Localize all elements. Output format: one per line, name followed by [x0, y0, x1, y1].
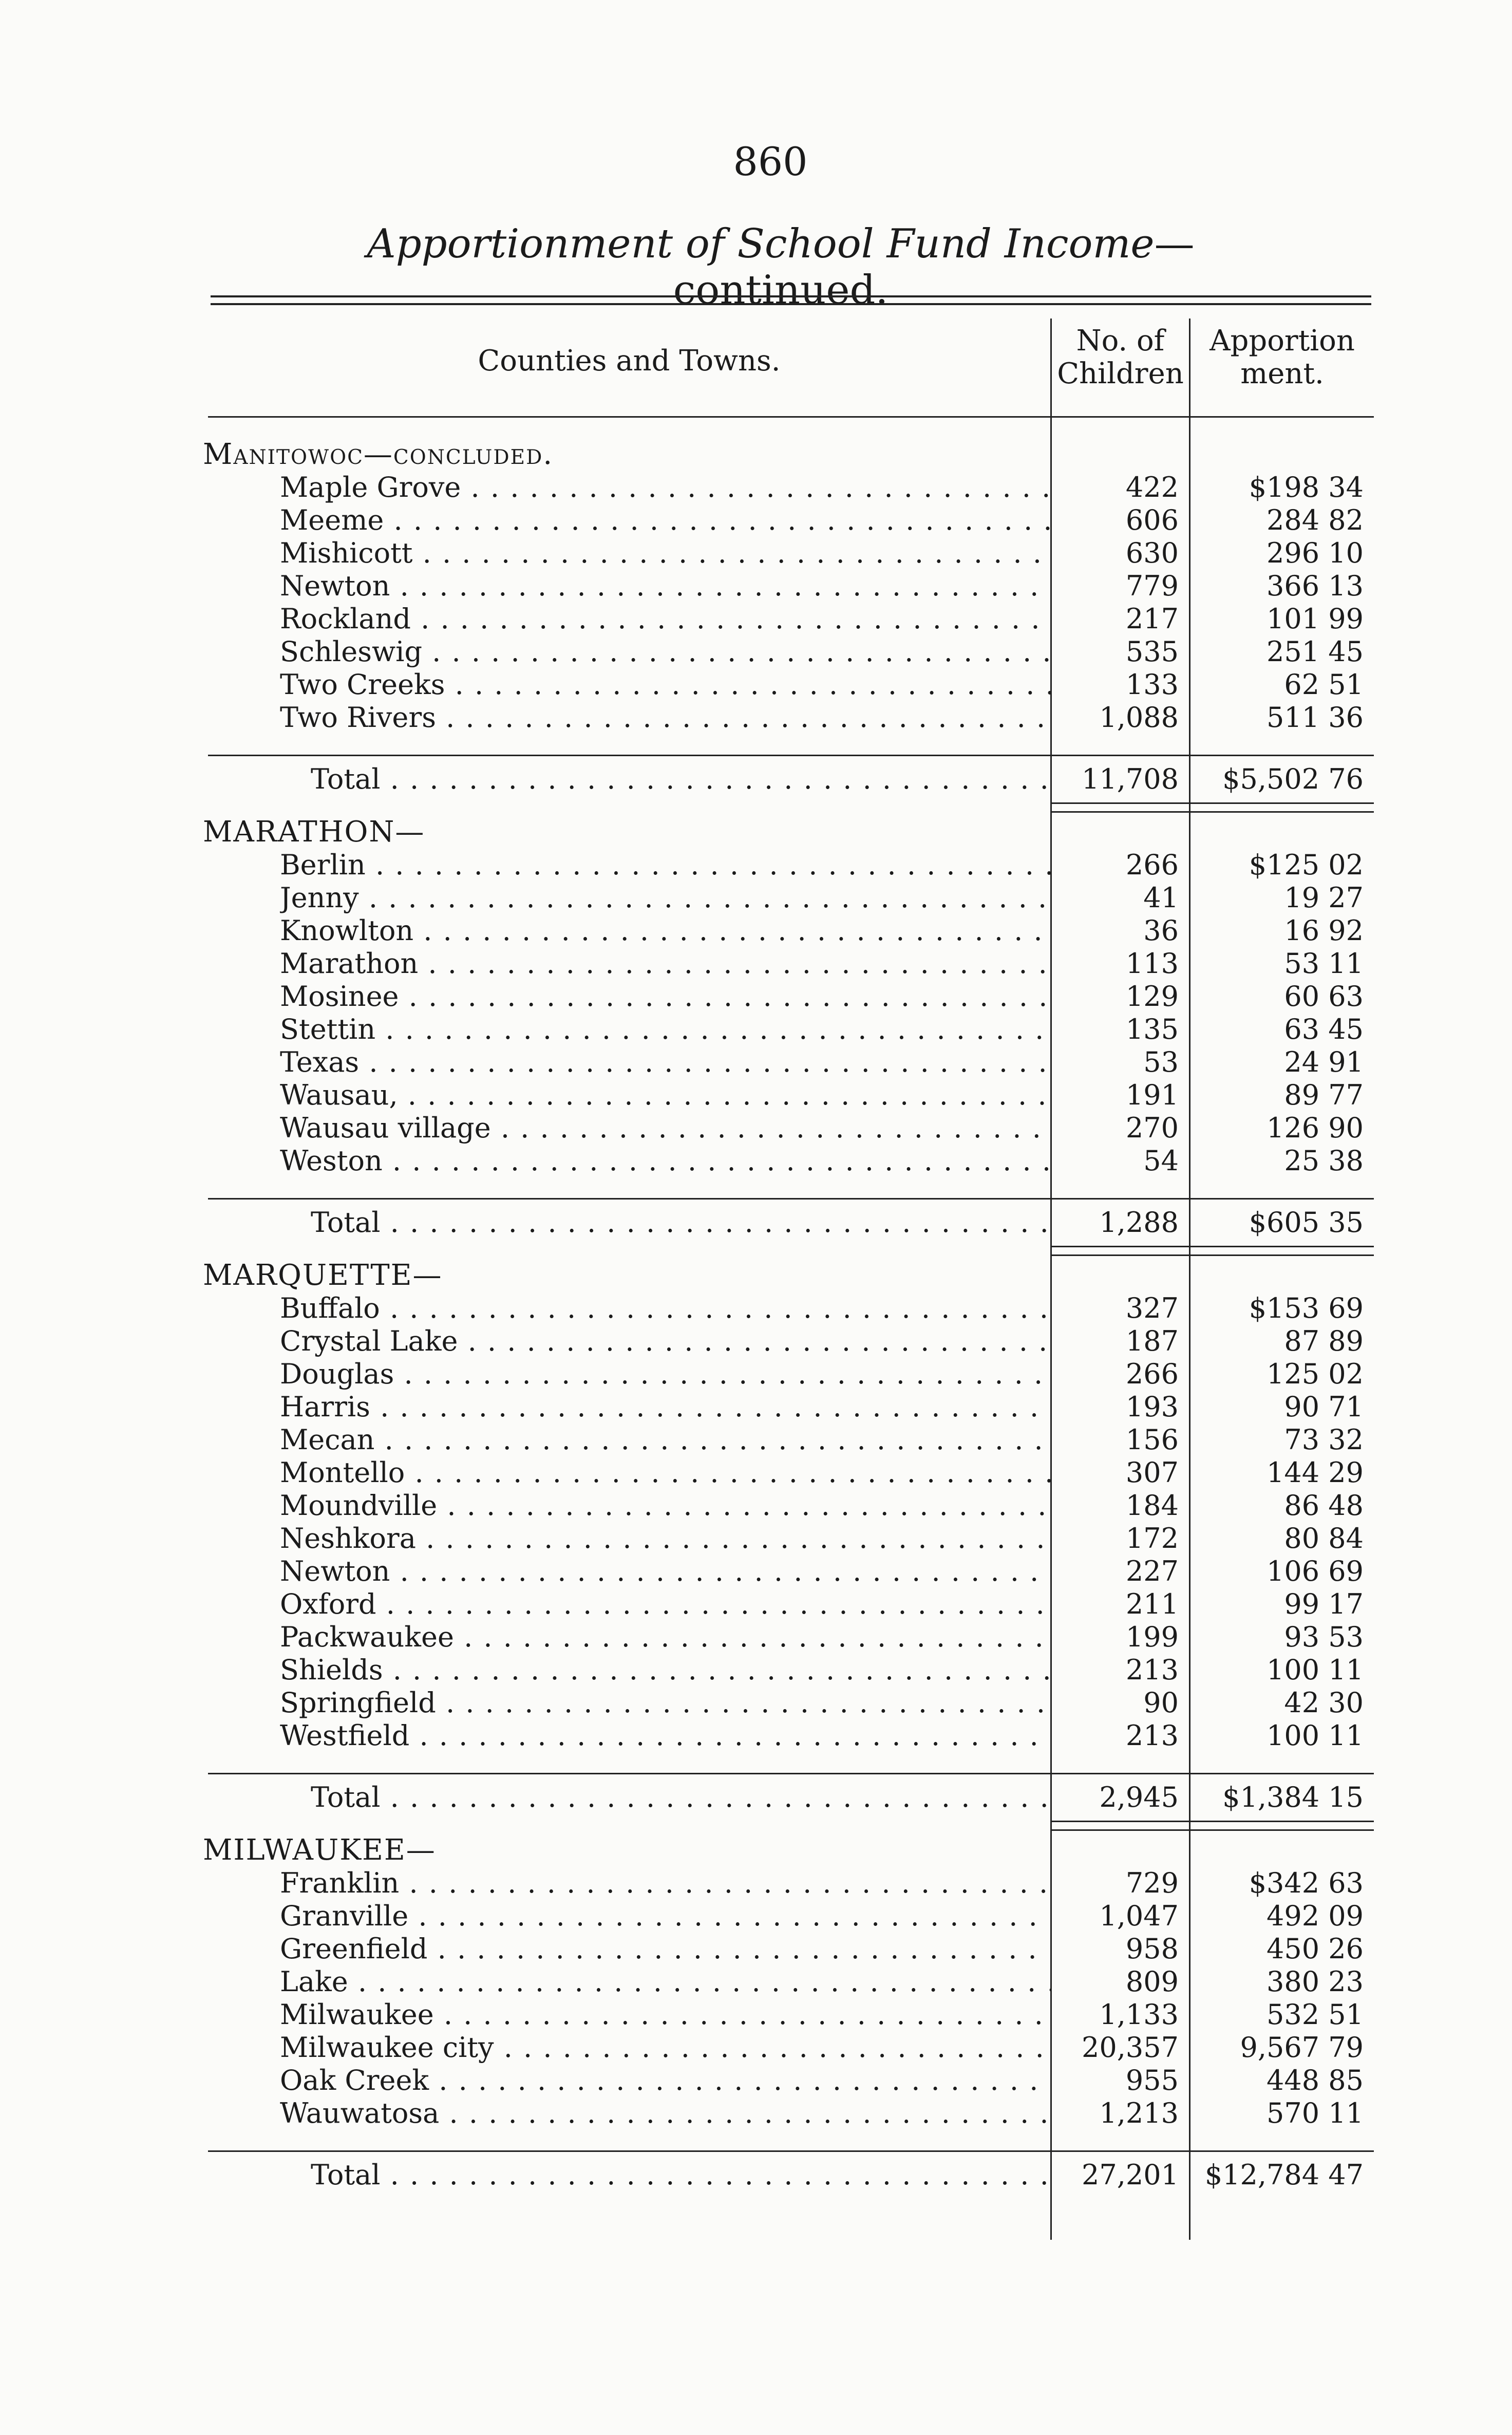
apportionment-value: 86 48 — [1284, 1489, 1364, 1522]
town-name: Buffalo . . . — [280, 1292, 1050, 1325]
table-row — [208, 1112, 1374, 1145]
section-heading: MILWAUKEE— — [203, 1833, 436, 1867]
children-count: 606 — [1125, 504, 1179, 536]
children-count: 113 — [1125, 947, 1179, 980]
total-label: Total . . . — [311, 756, 1050, 802]
table-row — [208, 1687, 1374, 1719]
apportionment-value: 42 30 — [1284, 1687, 1364, 1719]
title-italic: Apportionment of School Fund Income — [367, 221, 1155, 267]
total-apportionment: $12,784 47 — [1204, 2159, 1364, 2191]
apportionment-value: 24 91 — [1284, 1046, 1364, 1078]
apportionment-value: 60 63 — [1284, 980, 1364, 1013]
children-count: 729 — [1125, 1867, 1179, 1899]
apportionment-value: 16 92 — [1284, 914, 1364, 947]
total-label: Total . . . — [311, 1200, 1050, 1246]
children-count: 1,133 — [1099, 1998, 1179, 2031]
children-count: 1,088 — [1099, 701, 1179, 734]
apportionment-value: 73 32 — [1284, 1423, 1364, 1456]
town-name: Meeme . . . — [280, 504, 1050, 537]
town-name: Franklin . . . — [280, 1867, 1050, 1900]
table-row — [208, 914, 1374, 947]
total-children: 11,708 — [1082, 763, 1179, 795]
column-divider-2 — [1189, 319, 1190, 2240]
column-divider-1 — [1050, 319, 1052, 2240]
town-name: Springfield . . . — [280, 1687, 1050, 1719]
table-row — [208, 537, 1374, 570]
town-name: Montello . . . — [280, 1456, 1050, 1489]
apportionment-value: 570 11 — [1267, 2097, 1364, 2129]
apportionment-value: 62 51 — [1284, 668, 1364, 701]
table-row — [208, 1423, 1374, 1456]
children-count: 191 — [1125, 1079, 1179, 1111]
table-header — [208, 319, 1374, 418]
children-count: 630 — [1125, 537, 1179, 569]
table-row — [208, 2064, 1374, 2097]
town-name: Marathon . . . — [280, 947, 1050, 980]
apportionment-value: $125 02 — [1249, 849, 1364, 881]
table-row — [208, 1358, 1374, 1391]
town-name: Jenny . . . — [280, 882, 1050, 914]
apportionment-value: 93 53 — [1284, 1621, 1364, 1653]
town-name: Maple Grove . . . — [280, 471, 1050, 504]
town-name: Packwaukee . . . — [280, 1621, 1050, 1654]
section-marathon — [203, 815, 1374, 1256]
table-row — [208, 1522, 1374, 1555]
total-row — [208, 1198, 1374, 1246]
town-name: Granville . . . — [280, 1900, 1050, 1933]
children-count: 135 — [1125, 1013, 1179, 1045]
apportionment-value: 296 10 — [1267, 537, 1364, 569]
children-count: 217 — [1125, 603, 1179, 635]
children-count: 211 — [1125, 1588, 1179, 1620]
apportionment-value: 100 11 — [1267, 1654, 1364, 1686]
table-row — [208, 1900, 1374, 1933]
town-name: Newton . . . — [280, 1555, 1050, 1588]
table-row — [208, 849, 1374, 882]
apportionment-value: $342 63 — [1249, 1867, 1364, 1899]
town-name: Oxford . . . — [280, 1588, 1050, 1621]
table-row — [208, 1292, 1374, 1325]
table-row — [208, 1046, 1374, 1079]
double-rule — [1050, 1246, 1374, 1256]
children-count: 133 — [1125, 668, 1179, 701]
table-row — [208, 1654, 1374, 1687]
total-row — [208, 2150, 1374, 2198]
total-apportionment: $1,384 15 — [1222, 1781, 1364, 1813]
table-row — [208, 947, 1374, 980]
town-name: Rockland . . . — [280, 603, 1050, 635]
town-name: Greenfield . . . — [280, 1933, 1050, 1965]
total-row — [208, 1773, 1374, 1821]
children-count: 958 — [1125, 1933, 1179, 1965]
town-name: Mishicott . . . — [280, 537, 1050, 570]
apportionment-value: 89 77 — [1284, 1079, 1364, 1111]
apportionment-value: 87 89 — [1284, 1325, 1364, 1357]
table-row — [208, 1867, 1374, 1900]
header-children-line1: No. of — [1076, 324, 1165, 358]
total-label: Total . . . — [311, 1774, 1050, 1821]
apportionment-value: 101 99 — [1267, 603, 1364, 635]
apportionment-value: 284 82 — [1267, 504, 1364, 536]
table-row — [208, 1013, 1374, 1046]
town-name: Crystal Lake . . . — [280, 1325, 1050, 1358]
children-count: 20,357 — [1082, 2031, 1179, 2064]
apportionment-value: 90 71 — [1284, 1391, 1364, 1423]
children-count: 199 — [1125, 1621, 1179, 1653]
top-rule-2 — [211, 303, 1371, 305]
table-row — [208, 504, 1374, 537]
children-count: 270 — [1125, 1112, 1179, 1144]
table-row — [208, 1145, 1374, 1177]
apportionment-value: 492 09 — [1267, 1900, 1364, 1932]
children-count: 172 — [1125, 1522, 1179, 1554]
double-rule — [1050, 1821, 1374, 1831]
apportionment-value: 448 85 — [1267, 2064, 1364, 2096]
top-rule-1 — [211, 295, 1371, 297]
apportionment-value: 511 36 — [1267, 701, 1364, 734]
apportionment-value: 53 11 — [1284, 947, 1364, 980]
apportionment-value: 80 84 — [1284, 1522, 1364, 1554]
children-count: 193 — [1125, 1391, 1179, 1423]
section-heading: MARQUETTE— — [203, 1259, 443, 1292]
children-count: 327 — [1125, 1292, 1179, 1324]
town-name: Wausau village . . . — [280, 1112, 1050, 1145]
town-name: Mosinee . . . — [280, 980, 1050, 1013]
town-name: Wausau, . . . — [280, 1079, 1050, 1112]
town-name: Stettin . . . — [280, 1013, 1050, 1046]
apportionment-value: 380 23 — [1267, 1965, 1364, 1998]
total-row — [208, 755, 1374, 802]
page-title — [318, 221, 1243, 313]
children-count: 184 — [1125, 1489, 1179, 1522]
children-count: 36 — [1143, 914, 1179, 947]
town-name: Douglas . . . — [280, 1358, 1050, 1391]
children-count: 266 — [1125, 849, 1179, 881]
header-apportionment — [1189, 325, 1374, 416]
table-row — [208, 1965, 1374, 1998]
children-count: 227 — [1125, 1555, 1179, 1587]
town-name: Lake . . . — [280, 1965, 1050, 1998]
apportionment-value: 25 38 — [1284, 1145, 1364, 1177]
table-row — [208, 570, 1374, 603]
town-name: Schleswig . . . — [280, 635, 1050, 668]
apportionment-value: $153 69 — [1249, 1292, 1364, 1324]
town-name: Wauwatosa . . . — [280, 2097, 1050, 2130]
town-name: Moundville . . . — [280, 1489, 1050, 1522]
section-heading: Manitowoc—concluded. — [203, 438, 554, 471]
town-name: Neshkora . . . — [280, 1522, 1050, 1555]
apportionment-value: 251 45 — [1267, 635, 1364, 668]
town-name: Oak Creek . . . — [280, 2064, 1050, 2097]
children-count: 156 — [1125, 1423, 1179, 1456]
children-count: 54 — [1143, 1145, 1179, 1177]
apportionment-value: 532 51 — [1267, 1998, 1364, 2031]
children-count: 187 — [1125, 1325, 1179, 1357]
header-children — [1050, 325, 1189, 416]
table-row — [208, 980, 1374, 1013]
table-row — [208, 1456, 1374, 1489]
header-apportionment-line1: Apportion — [1209, 324, 1355, 358]
apportionment-value: 106 69 — [1267, 1555, 1364, 1587]
table-row — [208, 1079, 1374, 1112]
town-name: Berlin . . . — [280, 849, 1050, 882]
table-row — [208, 603, 1374, 635]
town-name: Texas . . . — [280, 1046, 1050, 1079]
children-count: 53 — [1143, 1046, 1179, 1078]
apportionment-value: 450 26 — [1267, 1933, 1364, 1965]
children-count: 955 — [1125, 2064, 1179, 2096]
children-count: 213 — [1125, 1719, 1179, 1752]
header-counties-towns: Counties and Towns. — [478, 344, 781, 378]
table-row — [208, 668, 1374, 701]
town-name: Knowlton . . . — [280, 914, 1050, 947]
table-row — [208, 1933, 1374, 1965]
table-row — [208, 1719, 1374, 1752]
children-count: 1,213 — [1099, 2097, 1179, 2129]
total-apportionment: $5,502 76 — [1222, 763, 1364, 795]
town-name: Westfield . . . — [280, 1719, 1050, 1752]
children-count: 129 — [1125, 980, 1179, 1013]
table-row — [208, 1391, 1374, 1423]
town-name: Shields . . . — [280, 1654, 1050, 1687]
table-row — [208, 1998, 1374, 2031]
apportionment-value: 19 27 — [1284, 882, 1364, 914]
total-apportionment: $605 35 — [1249, 1206, 1364, 1239]
table-row — [208, 635, 1374, 668]
table-row — [208, 701, 1374, 734]
double-rule — [1050, 802, 1374, 813]
section-marquette — [203, 1259, 1374, 1831]
town-name: Harris . . . — [280, 1391, 1050, 1423]
table-row — [208, 882, 1374, 914]
apportionment-value: 100 11 — [1267, 1719, 1364, 1752]
children-count: 41 — [1143, 882, 1179, 914]
town-name: Mecan . . . — [280, 1423, 1050, 1456]
children-count: 422 — [1125, 471, 1179, 503]
section-milwaukee — [203, 1833, 1374, 2198]
apportionment-value: 63 45 — [1284, 1013, 1364, 1045]
children-count: 809 — [1125, 1965, 1179, 1998]
table-row — [208, 471, 1374, 504]
town-name: Milwaukee . . . — [280, 1998, 1050, 2031]
table-row — [208, 1555, 1374, 1588]
section-manitowoc — [203, 438, 1374, 813]
children-count: 266 — [1125, 1358, 1179, 1390]
table-row — [208, 1588, 1374, 1621]
total-children: 1,288 — [1099, 1206, 1179, 1239]
town-name: Milwaukee city . . . — [280, 2031, 1050, 2064]
header-children-line2: Children — [1057, 357, 1184, 390]
table-row — [208, 1325, 1374, 1358]
children-count: 307 — [1125, 1456, 1179, 1489]
apportionment-value: 126 90 — [1267, 1112, 1364, 1144]
table-row — [208, 1621, 1374, 1654]
apportionment-value: 144 29 — [1267, 1456, 1364, 1489]
children-count: 535 — [1125, 635, 1179, 668]
table-row — [208, 2031, 1374, 2064]
apportionment-value: 99 17 — [1284, 1588, 1364, 1620]
header-apportionment-line2: ment. — [1240, 357, 1324, 390]
children-count: 90 — [1143, 1687, 1179, 1719]
section-heading: MARATHON— — [203, 815, 425, 849]
children-count: 213 — [1125, 1654, 1179, 1686]
table-row — [208, 1489, 1374, 1522]
total-children: 2,945 — [1099, 1781, 1179, 1813]
total-children: 27,201 — [1082, 2159, 1179, 2191]
apportionment-value: 9,567 79 — [1240, 2031, 1364, 2064]
total-label: Total . . . — [311, 2152, 1050, 2198]
town-name: Two Creeks . . . — [280, 668, 1050, 701]
town-name: Two Rivers . . . — [280, 701, 1050, 734]
apportionment-value: 125 02 — [1267, 1358, 1364, 1390]
apportionment-value: 366 13 — [1267, 570, 1364, 602]
town-name: Newton . . . — [280, 570, 1050, 603]
children-count: 1,047 — [1099, 1900, 1179, 1932]
apportionment-table — [203, 319, 1374, 2198]
table-row — [208, 2097, 1374, 2130]
town-name: Weston . . . — [280, 1145, 1050, 1177]
page-number: 860 — [733, 139, 808, 184]
children-count: 779 — [1125, 570, 1179, 602]
apportionment-value: $198 34 — [1249, 471, 1364, 503]
title-suffix: —continued. — [673, 221, 1195, 313]
